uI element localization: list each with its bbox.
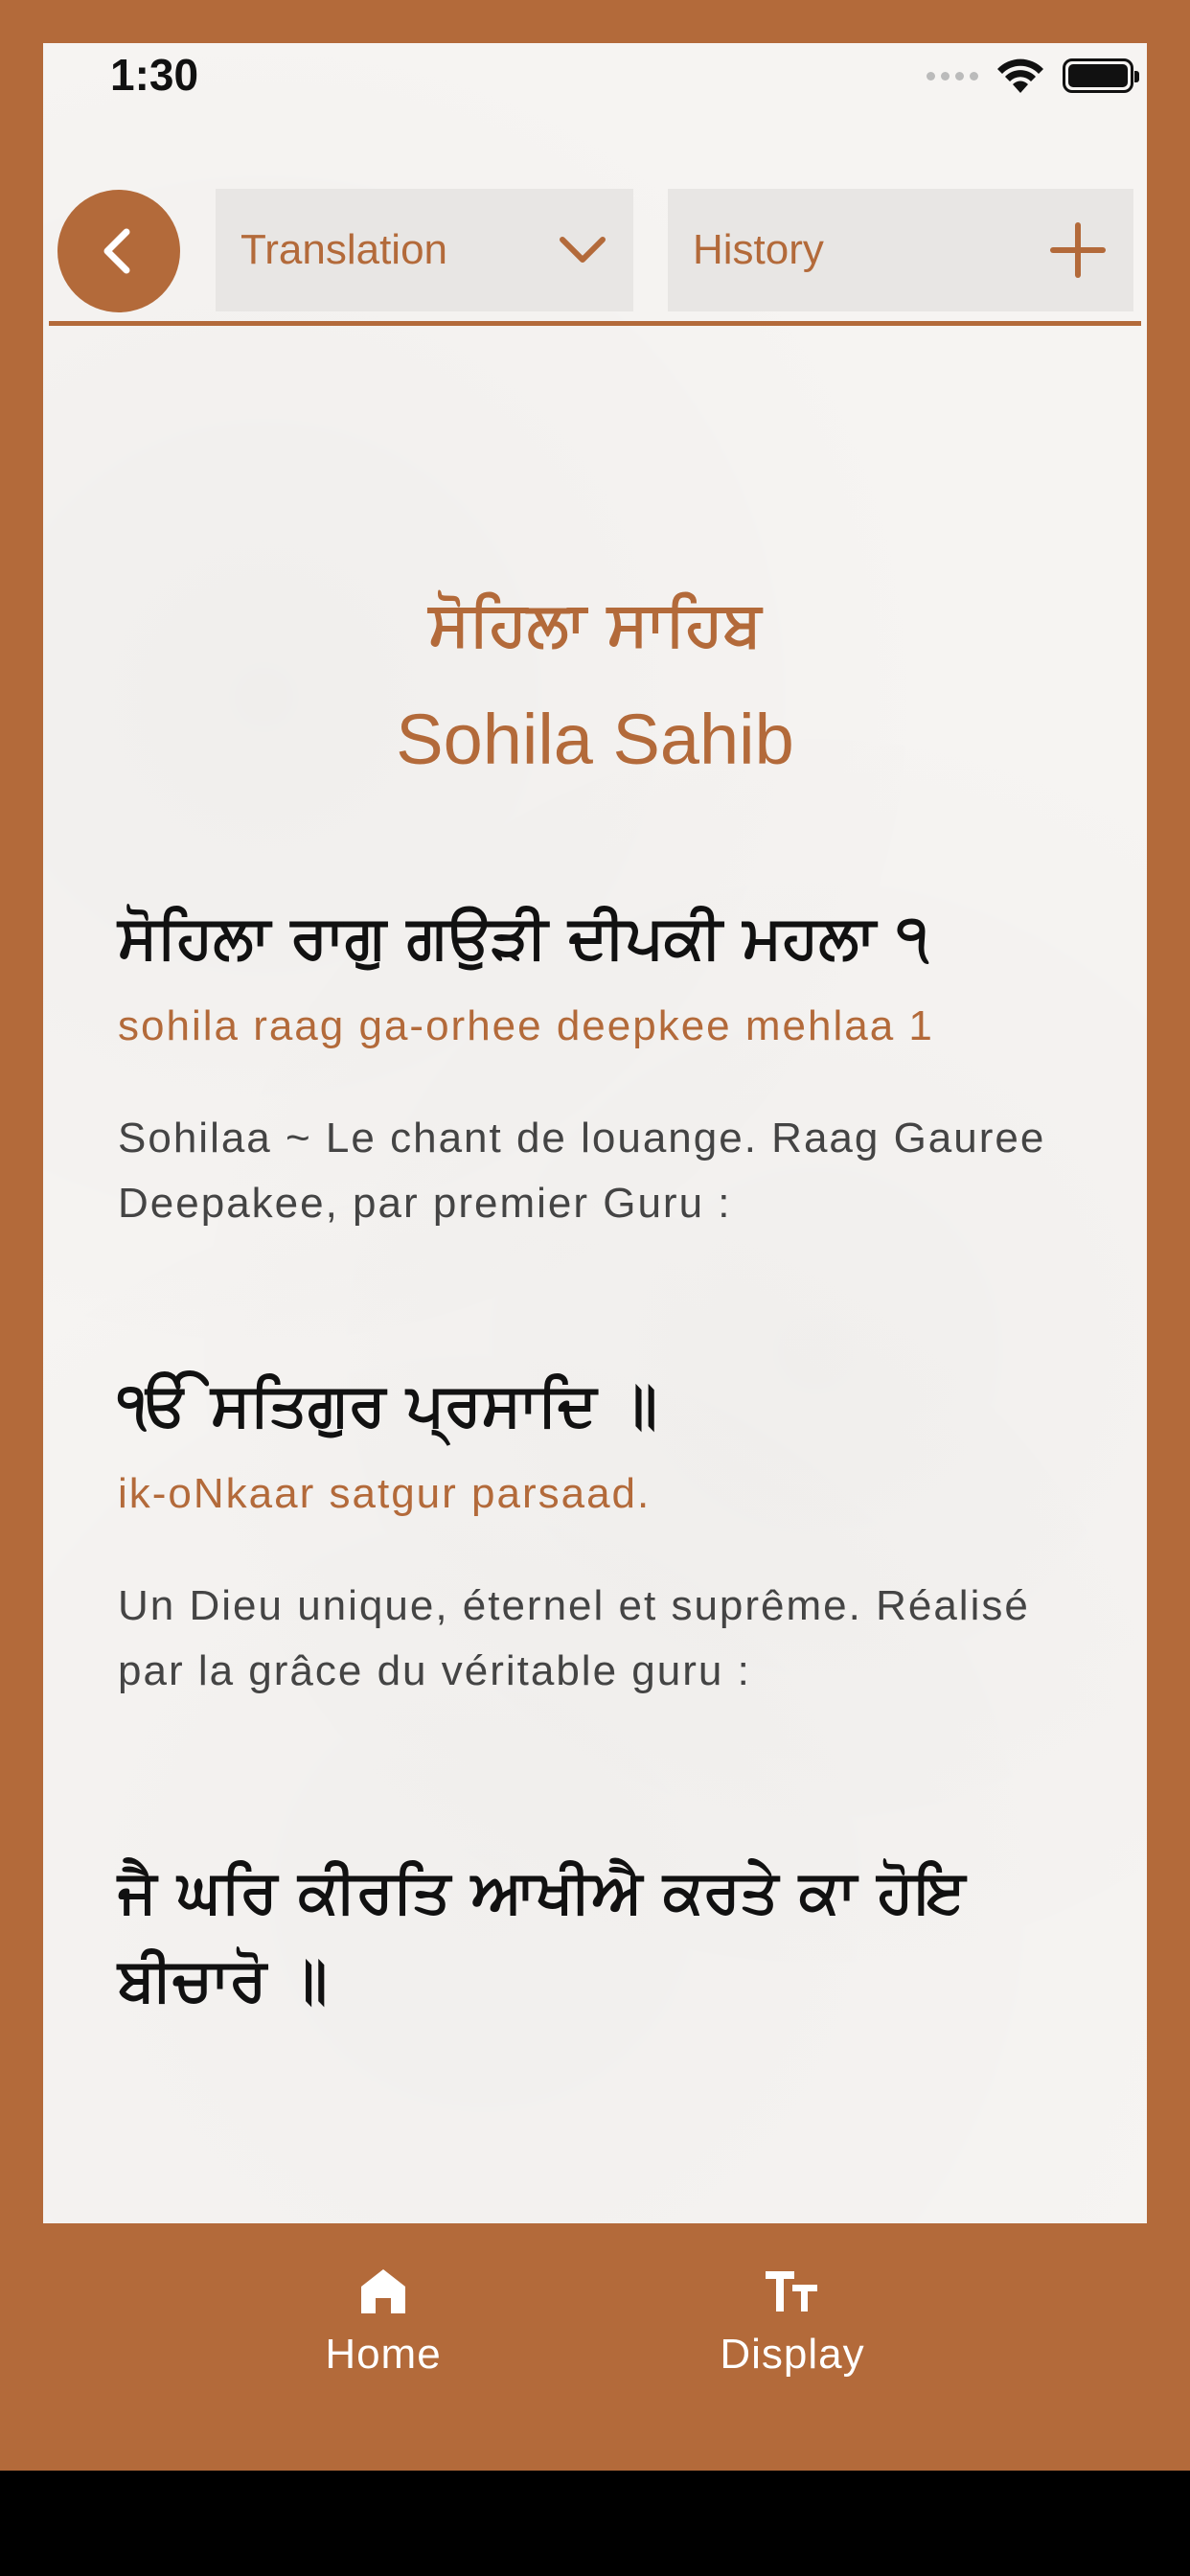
chevron-down-icon xyxy=(559,234,606,266)
tab-display-label: Display xyxy=(720,2331,865,2378)
plus-icon[interactable] xyxy=(1049,221,1107,279)
verse-translation: Un Dieu unique, éternel et suprême. Réalisé par la grâce du véritable guru : xyxy=(118,1582,1030,1694)
verse-block xyxy=(118,1848,1072,2024)
verse-gurmukhi: ਜੈ ਘਰਿ ਕੀਰਤਿ ਆਖੀਐ ਕਰਤੇ ਕਾ ਹੋਇ ਬੀਚਾਰੋ ॥ xyxy=(118,1856,966,2014)
status-icons xyxy=(927,57,1133,95)
bottom-tab-bar xyxy=(0,2223,1190,2471)
history-label: History xyxy=(693,226,824,273)
verse-transliteration: sohila raag ga-orhee deepkee mehlaa 1 xyxy=(118,1002,934,1049)
verse-gurmukhi: ਸੋਹਿਲਾ ਰਾਗੁ ਗਉੜੀ ਦੀਪਕੀ ਮਹਲਾ ੧ xyxy=(118,902,929,972)
cellular-signal-icon xyxy=(927,72,978,80)
verse-transliteration: ik-oNkaar satgur parsaad. xyxy=(118,1470,652,1517)
translation-dropdown[interactable] xyxy=(216,189,633,311)
bani-content xyxy=(43,331,1147,2024)
page-title-punjabi: ਸੋਹਿਲਾ ਸਾਹਿਬ xyxy=(428,589,762,660)
page-title-english: Sohila Sahib xyxy=(396,700,794,779)
history-dropdown[interactable] xyxy=(668,189,1133,311)
wifi-icon xyxy=(995,57,1045,95)
tab-display[interactable] xyxy=(668,2266,917,2379)
battery-icon xyxy=(1063,58,1133,93)
text-size-icon xyxy=(764,2266,821,2317)
verse-block xyxy=(118,893,1072,1236)
header-divider xyxy=(49,321,1141,326)
translation-label: Translation xyxy=(240,226,448,273)
tab-home-label: Home xyxy=(325,2331,442,2378)
verse-block xyxy=(118,1361,1072,1704)
top-bar xyxy=(43,144,1147,316)
home-indicator-area xyxy=(0,2471,1190,2576)
tab-home[interactable] xyxy=(259,2266,508,2379)
chevron-left-icon xyxy=(90,222,148,280)
verse-gurmukhi: ੴ ਸਤਿਗੁਰ ਪ੍ਰਸਾਦਿ ॥ xyxy=(118,1369,657,1439)
verse-translation: Sohilaa ~ Le chant de louange. Raag Gauree Deepakee, par premier Guru : xyxy=(118,1115,1046,1227)
status-time: 1:30 xyxy=(110,50,199,100)
status-bar xyxy=(43,43,1147,149)
app-screen xyxy=(43,43,1147,2223)
home-icon xyxy=(357,2266,409,2317)
back-button[interactable] xyxy=(57,190,180,312)
